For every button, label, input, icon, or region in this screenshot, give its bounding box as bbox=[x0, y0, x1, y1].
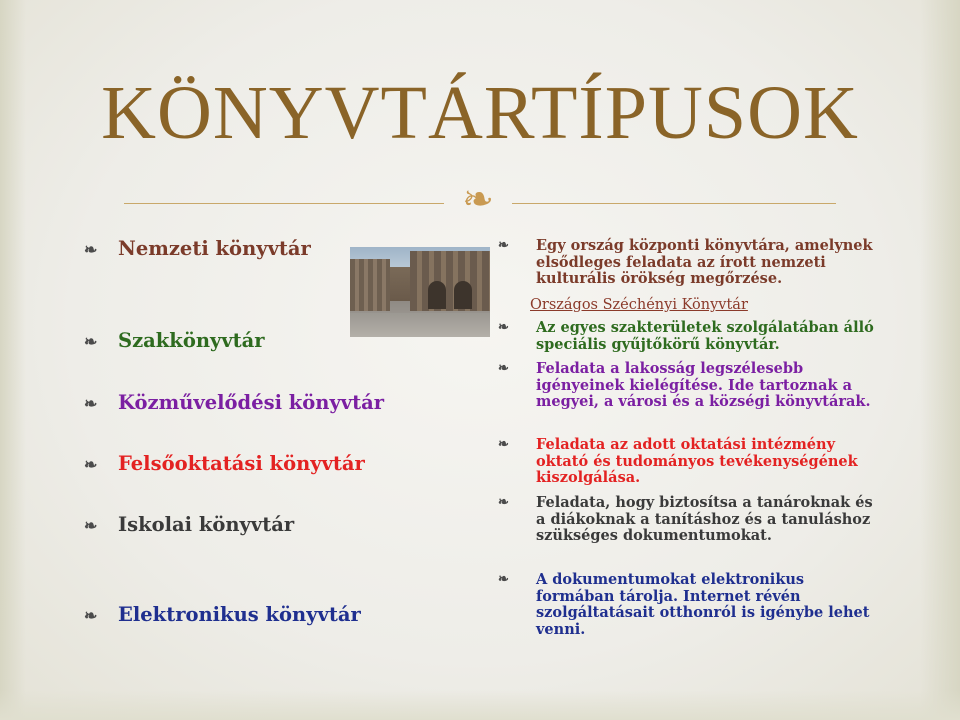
bullet-icon: ❧ bbox=[84, 240, 98, 259]
description-text: Feladata a lakosság legszélesebb igényeinek kielégítése. Ide tartoznak a megyei, a városi és a községi könyvtárak. bbox=[536, 360, 871, 410]
edge-shade-bottom bbox=[0, 690, 960, 720]
library-type-item bbox=[84, 513, 424, 536]
photo-building-left bbox=[350, 259, 390, 311]
description-text: Feladata, hogy biztosítsa a tanároknak és a diákoknak a tanításhoz és a tanuláshoz szükséges dokumentumokat. bbox=[536, 494, 873, 544]
description-text: Az egyes szakterületek szolgálatában álló speciális gyűjtőkörű könyvtár. bbox=[536, 319, 874, 353]
description-text: Egy ország központi könyvtára, amelynek elsődleges feladata az írott nemzeti kulturális örökség megőrzése. bbox=[536, 237, 873, 287]
description-text: Feladata az adott oktatási intézmény oktató és tudományos tevékenységének kiszolgálása. bbox=[536, 436, 858, 486]
library-type-item bbox=[84, 452, 424, 475]
bullet-icon: ❧ bbox=[498, 361, 509, 376]
description-item bbox=[498, 572, 888, 638]
library-type-item bbox=[84, 391, 424, 414]
national-library-link[interactable]: Országos Széchényi Könyvtár bbox=[530, 297, 748, 313]
bullet-icon: ❧ bbox=[84, 606, 98, 625]
bullet-icon: ❧ bbox=[498, 495, 509, 510]
bullet-icon: ❧ bbox=[84, 455, 98, 474]
description-item bbox=[498, 320, 888, 353]
title-rule-left bbox=[124, 203, 444, 204]
bullet-icon: ❧ bbox=[498, 572, 509, 587]
bullet-icon: ❧ bbox=[84, 516, 98, 535]
bullet-icon: ❧ bbox=[84, 332, 98, 351]
library-type-label: Közművelődési könyvtár bbox=[118, 391, 385, 414]
bullet-icon: ❧ bbox=[498, 320, 509, 335]
photo-courtyard-ground bbox=[350, 313, 490, 337]
fleuron-ornament-icon: ❧ bbox=[462, 177, 494, 221]
library-type-label: Elektronikus könyvtár bbox=[118, 603, 361, 626]
bullet-icon: ❧ bbox=[498, 437, 509, 452]
library-type-label: Iskolai könyvtár bbox=[118, 513, 295, 536]
title-rule-right bbox=[512, 203, 836, 204]
description-item bbox=[498, 437, 888, 487]
photo-arch bbox=[454, 281, 472, 309]
library-type-item bbox=[84, 603, 424, 626]
library-type-label: Nemzeti könyvtár bbox=[118, 237, 311, 260]
description-item bbox=[498, 361, 888, 411]
description-item bbox=[498, 238, 888, 288]
library-building-photo bbox=[350, 247, 490, 337]
library-type-label: Felsőoktatási könyvtár bbox=[118, 452, 365, 475]
photo-arch bbox=[428, 281, 446, 309]
slide-title: KÖNYVTÁRTÍPUSOK bbox=[101, 71, 859, 155]
description-item bbox=[498, 495, 888, 545]
library-type-label: Szakkönyvtár bbox=[118, 329, 265, 352]
description-text: A dokumentumokat elektronikus formában tárolja. Internet révén szolgáltatásait otthonról is igénybe lehet venni. bbox=[536, 571, 870, 638]
bullet-icon: ❧ bbox=[84, 394, 98, 413]
bullet-icon: ❧ bbox=[498, 238, 509, 253]
photo-building-right bbox=[410, 251, 490, 311]
